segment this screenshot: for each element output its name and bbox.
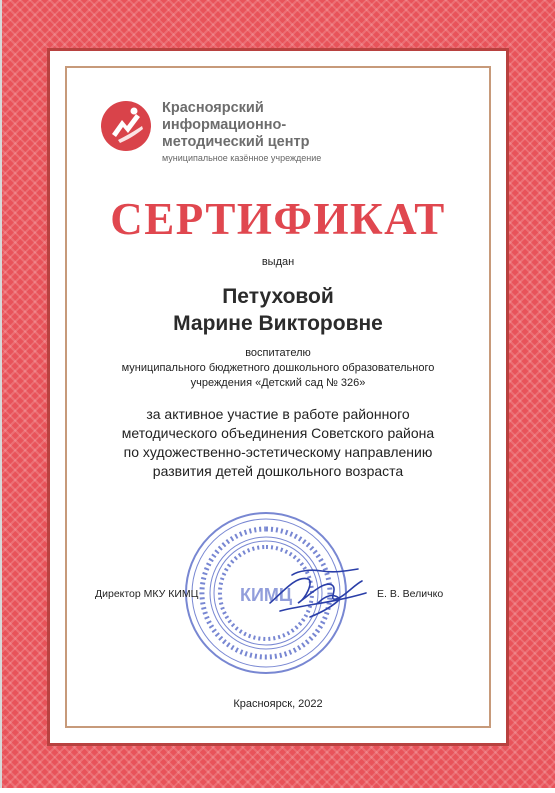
recipient-position (62, 346, 494, 391)
handwritten-signature (262, 563, 372, 625)
place-and-year: Красноярск, 2022 (233, 698, 323, 710)
certificate-content (62, 63, 494, 731)
org-name-line: Красноярский (162, 100, 264, 116)
certificate-title: СЕРТИФИКАТ (110, 194, 446, 244)
position-line: воспитателю (245, 347, 311, 359)
award-reason (62, 405, 494, 481)
signatory-position: Директор МКУ КИМЦ (95, 588, 199, 600)
kimc-logo-icon (100, 100, 152, 152)
reason-line: методического объединения Советского района (121, 425, 435, 441)
org-name-line: методический центр (162, 134, 310, 150)
position-line: муниципального бюджетного дошкольного образовательного (121, 362, 435, 374)
reason-line: за активное участие в работе районного (146, 406, 410, 422)
signatory-name: Е. В. Величко (377, 588, 444, 600)
recipient-surname: Петуховой (222, 285, 334, 308)
reason-line: по художественно-эстетическому направлению (123, 444, 433, 460)
position-line: учреждения «Детский сад № 326» (190, 377, 366, 389)
reason-line: развития детей дошкольного возраста (152, 463, 404, 479)
recipient-name (62, 283, 494, 337)
organization-name (162, 100, 462, 164)
page-edge (0, 0, 2, 793)
org-subtitle: муниципальное казённое учреждение (162, 153, 322, 163)
recipient-given-names: Марине Викторовне (173, 312, 383, 335)
page-edge-bottom (0, 788, 555, 793)
stamp-center-text: КИМЦ (239, 585, 293, 605)
org-name-line: информационно- (162, 117, 287, 133)
issued-label: выдан (261, 256, 295, 268)
